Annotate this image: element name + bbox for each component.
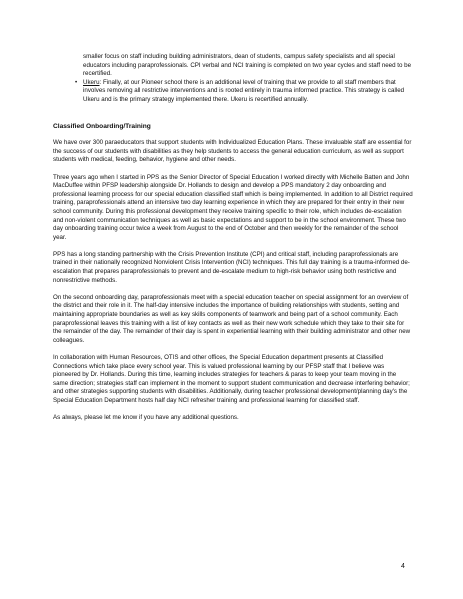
closing-line: As always, please let me know if you have any additional questions. <box>53 414 239 422</box>
bullet-marker: • <box>75 78 78 86</box>
bullet-item-ukeru <box>53 79 413 105</box>
ukeru-term: Ukeru <box>83 78 100 86</box>
page-number: 4 <box>401 563 405 570</box>
paragraph-second-day: On the second onboarding day, paraprofessionals meet with a special education teacher on special assignment for an overview of the district and their role in it. The half-day intensive includes the importance of building relationships with students, setting and maintaining appropriate boundaries as well as key skills components of teamwork and being part of a school community. Each paraprofessional leaves this training with a list of key contacts as well as their new work schedule which they take to their site for the remainder of the day. The remainder of their day is spent in experiential learning with their building administrator and other new colleagues. <box>53 293 411 344</box>
continuation-paragraph: smaller focus on staff including building administrators, dean of students, campus safety specialists and all special educators including paraprofessionals. CPI verbal and NCI training is completed on two year cycles and staff need to be recertified. <box>83 53 412 78</box>
paragraph-paraeducators: We have over 300 paraeducators that support students with Individualized Education Plans. These invaluable staff are essential for the success of our students with disabilities as they help students to access the general education curriculum, as well as support students with medical, feeding, behavior, hygiene and other needs. <box>53 139 412 164</box>
page-content <box>53 53 413 423</box>
ukeru-description: : Finally, at our Pioneer school there is an additional level of training that we provide to all staff members that involves removing all restrictive interventions and is rooted entirely in trauma informed practice. This strategy is called Ukeru and is the primary strategy implemented there. Ukeru is recertified annually. <box>83 78 405 103</box>
paragraph-onboarding-history: Three years ago when I started in PPS as the Senior Director of Special Education I worked directly with Michelle Batten and John MacDuffee within PFSP leadership alongside Dr. Hollands to design and develop a PPS mandatory 2 day onboarding and professional learning process for our special education classified staff which is being implemented. In addition to all District required training, paraprofessionals attend an intensive two day learning experience in which they are prepared for their entry in their new school community. During this professional development they receive training specific to their role, which includes de-escalation and non-violent communication techniques as well as basic expectations and support to be in the school environment. These two day onboarding training occur twice a week from August to the end of October and then weekly for the remainder of the school year. <box>53 173 413 241</box>
paragraph-classified-connections: In collaboration with Human Resources, OTIS and other offices, the Special Education department presents at Classified Connections which take place every school year. This is valued professional learning by our PFSP staff that I believe was pioneered by Dr. Hollands. During this time, learning includes strategies for teachers & paras to keep your team moving in the same direction; strategies staff can implement in the moment to support student communication and decrease interfering behavior; and other strategies supporting students with disabilities. Additionally, during teacher professional development/planning day's the Special Education Department hosts half day NCI refresher training and professional learning for classified staff. <box>53 354 410 404</box>
paragraph-cpi-partnership: PPS has a long standing partnership with the Crisis Prevention Institute (CPI) and critical staff, including paraprofessionals are trained in their nationally recognized Nonviolent Crisis Intervention (NCI) techniques. This full day training is a trauma-informed de-escalation that prepares paraprofessionals to prevent and de-escalate medium to high-risk behavior using both restrictive and nonrestrictive methods. <box>53 250 410 284</box>
section-heading: Classified Onboarding/Training <box>53 122 151 130</box>
